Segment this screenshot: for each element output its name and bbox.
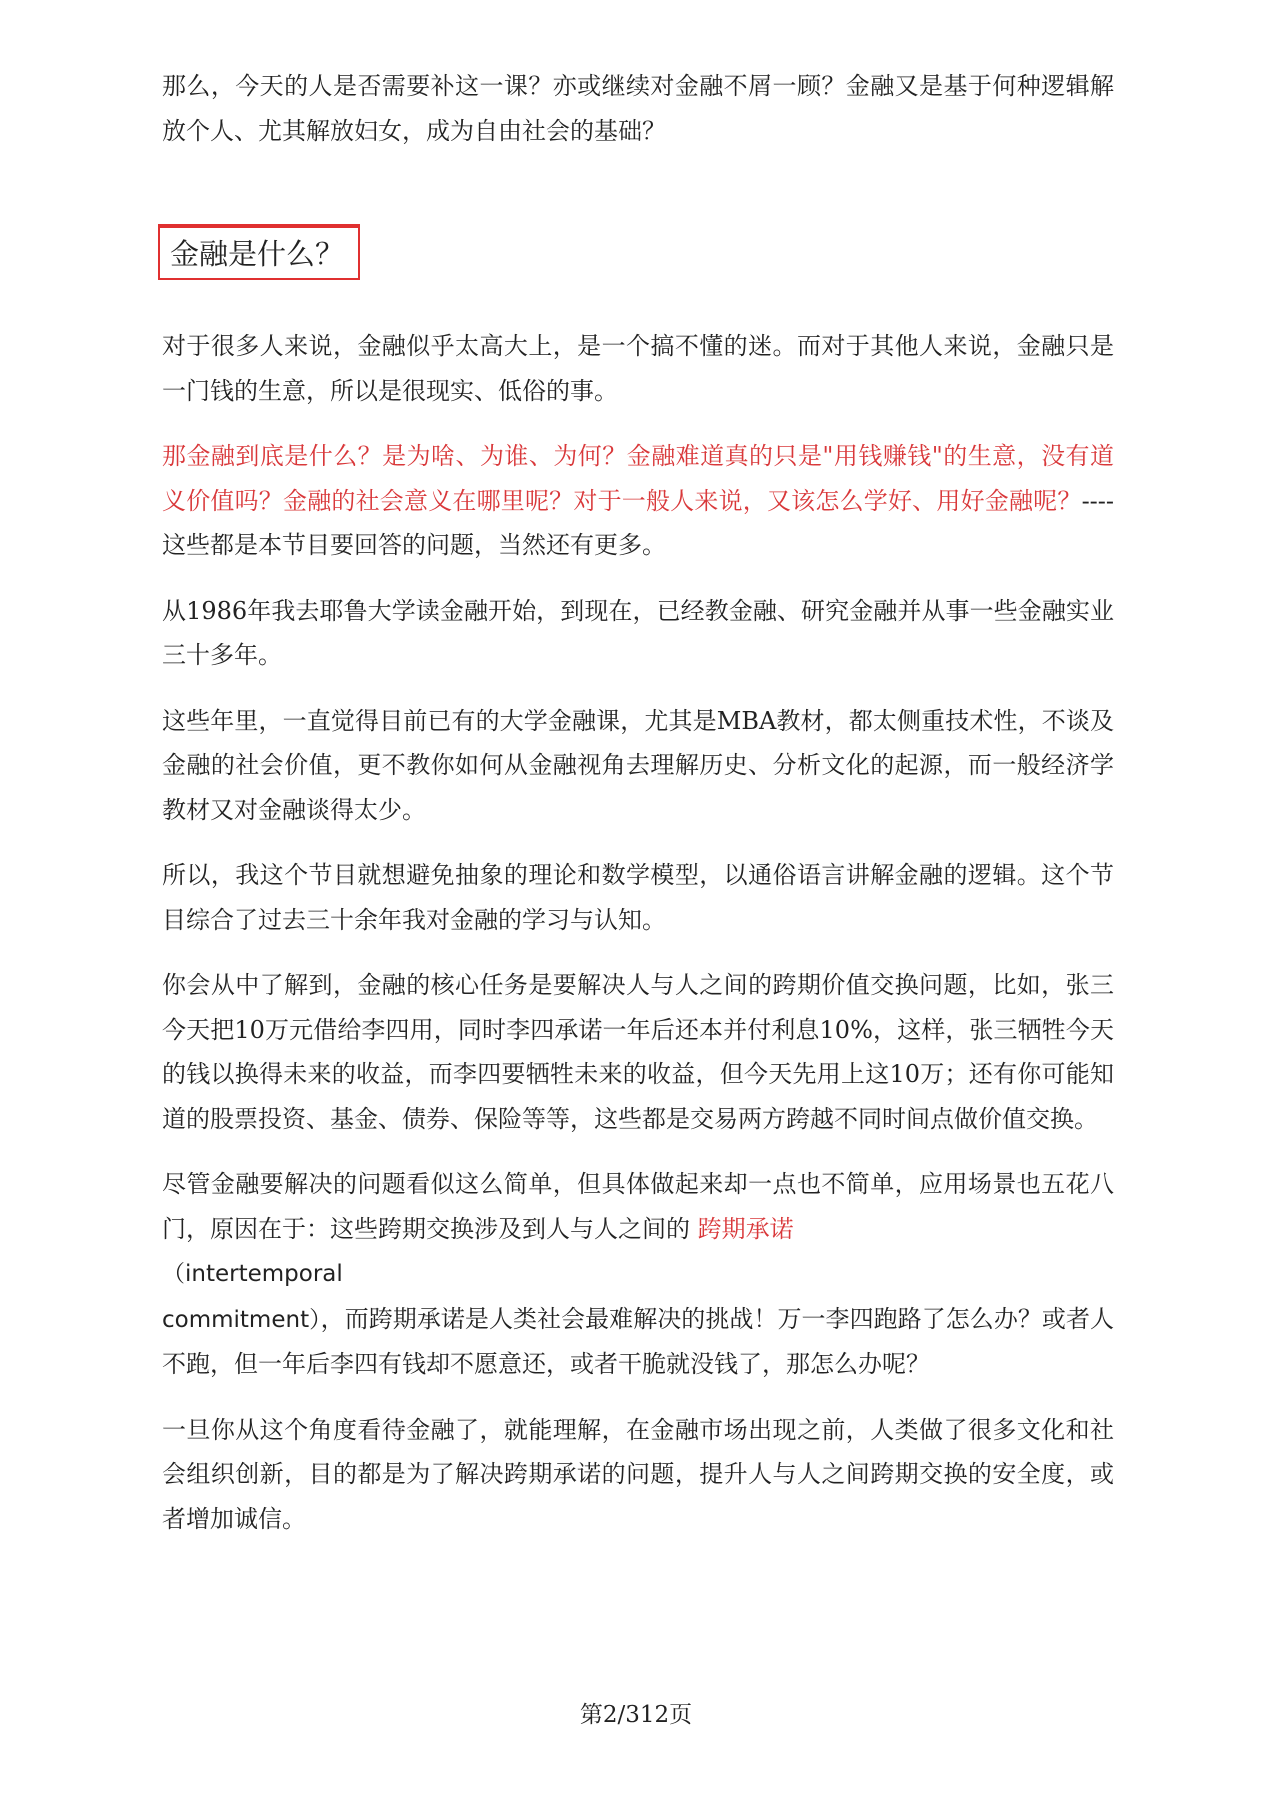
paragraph-2-rest: ----这些都是本节目要回答的问题，当然还有更多。 xyxy=(162,486,1114,559)
english-term-line-2: commitment） xyxy=(162,1306,321,1333)
paragraph-7-part-a: 尽管金融要解决的问题看似这么简单，但具体做起来却一点也不简单，应用场景也五花八门，原因在于：这些跨期交换涉及到人与人之间的 xyxy=(162,1170,1114,1243)
intro-paragraph: 那么，今天的人是否需要补这一课？亦或继续对金融不屑一顾？金融又是基于何种逻辑解放个人、尤其解放妇女，成为自由社会的基础？ xyxy=(162,72,1114,145)
paragraph-2 xyxy=(162,434,1114,568)
document-body xyxy=(162,64,1114,1562)
paragraph-4: 这些年里，一直觉得目前已有的大学金融课，尤其是MBA教材，都太侧重技术性，不谈及金融的社会价值，更不教你如何从金融视角去理解历史、分析文化的起源，而一般经济学教材又对金融谈得太少。 xyxy=(162,706,1114,824)
section-heading: 金融是什么？ xyxy=(158,224,360,280)
paragraph-1: 对于很多人来说，金融似乎太高大上，是一个搞不懂的迷。而对于其他人来说，金融只是一门钱的生意，所以是很现实、低俗的事。 xyxy=(162,332,1114,405)
paragraph-6: 你会从中了解到，金融的核心任务是要解决人与人之间的跨期价值交换问题，比如，张三今天把10万元借给李四用，同时李四承诺一年后还本并付利息10%，这样，张三牺牲今天的钱以换得未来的收益，而李四要牺牲未来的收益，但今天先用上这10万；还有你可能知道的股票投资、基金、债券、保险等等，这些都是交易两方跨越不同时间点做价值交换。 xyxy=(162,971,1114,1133)
paragraph-7 xyxy=(162,1162,1114,1387)
paragraph-8: 一旦你从这个角度看待金融了，就能理解，在金融市场出现之前，人类做了很多文化和社会组织创新，目的都是为了解决跨期承诺的问题，提升人与人之间跨期交换的安全度，或者增加诚信。 xyxy=(162,1415,1114,1533)
highlighted-term: 跨期承诺 xyxy=(697,1214,794,1243)
highlighted-questions: 那金融到底是什么？是为啥、为谁、为何？金融难道真的只是"用钱赚钱"的生意，没有道义价值吗？金融的社会意义在哪里呢？对于一般人来说，又该怎么学好、用好金融呢？ xyxy=(162,442,1114,515)
paragraph-3: 从1986年我去耶鲁大学读金融开始，到现在，已经教金融、研究金融并从事一些金融实业三十多年。 xyxy=(162,596,1114,669)
english-term-line-1: （intertemporal xyxy=(162,1261,343,1287)
paragraph-5: 所以，我这个节目就想避免抽象的理论和数学模型，以通俗语言讲解金融的逻辑。这个节目综合了过去三十余年我对金融的学习与认知。 xyxy=(162,861,1114,934)
page-number: 第2/312页 xyxy=(579,1702,693,1728)
paragraph-7-part-d: ，而跨期承诺是人类社会最难解决的挑战！万一李四跑路了怎么办？或者人不跑，但一年后李四有钱却不愿意还，或者干脆就没钱了，那怎么办呢？ xyxy=(162,1304,1114,1378)
